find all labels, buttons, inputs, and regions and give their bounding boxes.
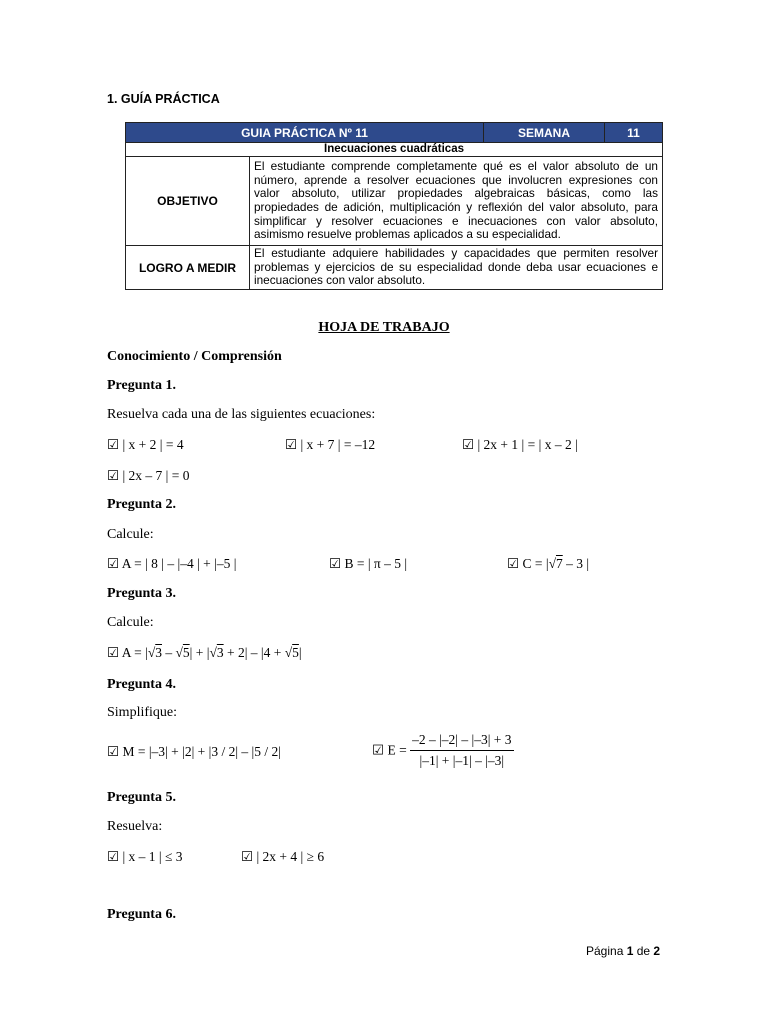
objetivo-text: El estudiante comprende completamente qué es el valor absoluto de un número, aprende a resolver ecuaciones que involucren expresiones con valor absoluto, utilizar propiedades algebraicas básicas, como las propiedades de adición, multiplicación y reflexión del valor absoluto, para simplificar y resolver ecuaciones e inecuaciones con valor absoluto, asimismo resuelve problemas aplicados a su especialidad. bbox=[250, 157, 663, 246]
question-3-title: Pregunta 3. bbox=[107, 586, 176, 601]
q2-item-c[interactable]: ☑ C = |√7 – 3 | bbox=[507, 556, 590, 571]
objetivo-label: OBJETIVO bbox=[126, 157, 250, 246]
table-header-row bbox=[126, 123, 663, 143]
page-number: Página 1 de 2 bbox=[586, 944, 661, 958]
question-3-prompt: Calcule: bbox=[107, 615, 154, 630]
q5-item-1[interactable]: ☑ | x – 1 | ≤ 3 bbox=[107, 849, 183, 864]
question-1-title: Pregunta 1. bbox=[107, 378, 176, 393]
q1-item-4[interactable]: ☑ | 2x – 7 | = 0 bbox=[107, 468, 190, 483]
q2-item-a[interactable]: ☑ A = | 8 | – |–4 | + |–5 | bbox=[107, 556, 237, 571]
question-1-prompt: Resuelva cada una de las siguientes ecuaciones: bbox=[107, 407, 376, 422]
question-5-title: Pregunta 5. bbox=[107, 790, 176, 805]
guide-title: GUIA PRÁCTICA Nº 11 bbox=[126, 123, 484, 143]
guide-subtitle: Inecuaciones cuadráticas bbox=[126, 143, 663, 157]
guide-table bbox=[125, 122, 663, 290]
question-6-title: Pregunta 6. bbox=[107, 907, 176, 922]
logro-label: LOGRO A MEDIR bbox=[126, 246, 250, 290]
e-denominator: |–1| + |–1| – |–3| bbox=[419, 753, 505, 768]
q1-item-2[interactable]: ☑ | x + 7 | = –12 bbox=[285, 437, 376, 452]
q5-item-2[interactable]: ☑ | 2x + 4 | ≥ 6 bbox=[241, 849, 325, 864]
q4-item-e[interactable]: ☑ E = $\frac{-2 - |-2| - |-3| + 3}{|-1| + |-1| - |-3|}$ bbox=[372, 732, 512, 768]
q1-item-1[interactable]: ☑ | x + 2 | = 4 bbox=[107, 437, 184, 452]
question-4-title: Pregunta 4. bbox=[107, 677, 176, 692]
q2-item-b[interactable]: ☑ B = | π – 5 | bbox=[329, 556, 408, 571]
q1-item-3[interactable]: ☑ | 2x + 1 | = | x – 2 | bbox=[462, 437, 578, 452]
worksheet-title: HOJA DE TRABAJO bbox=[318, 320, 450, 335]
q3-expression[interactable]: ☑ A = |√3 – √5| + |√3 + 2| – |4 + √5| bbox=[107, 645, 302, 660]
week-label: SEMANA bbox=[484, 123, 605, 143]
week-value: 11 bbox=[605, 123, 663, 143]
question-5-prompt: Resuelva: bbox=[107, 819, 163, 834]
table-subtitle-row bbox=[126, 143, 663, 157]
q4-item-m[interactable]: ☑ M = |–3| + |2| + |3 / 2| – |5 / 2| bbox=[107, 744, 281, 759]
section-heading: Conocimiento / Comprensión bbox=[107, 349, 282, 364]
logro-text: El estudiante adquiere habilidades y capacidades que permiten resolver problemas y ejercicios de su especialidad donde deba usar ecuaciones e inecuaciones con valor absoluto. bbox=[250, 246, 663, 290]
question-2-title: Pregunta 2. bbox=[107, 497, 176, 512]
e-fraction bbox=[410, 732, 513, 769]
section-title: 1. GUÍA PRÁCTICA bbox=[107, 92, 220, 106]
question-2-prompt: Calcule: bbox=[107, 527, 154, 542]
logro-row bbox=[126, 246, 663, 290]
objetivo-row bbox=[126, 157, 663, 246]
e-numerator: –2 – |–2| – |–3| + 3 bbox=[410, 732, 513, 751]
question-4-prompt: Simplifique: bbox=[107, 705, 177, 720]
